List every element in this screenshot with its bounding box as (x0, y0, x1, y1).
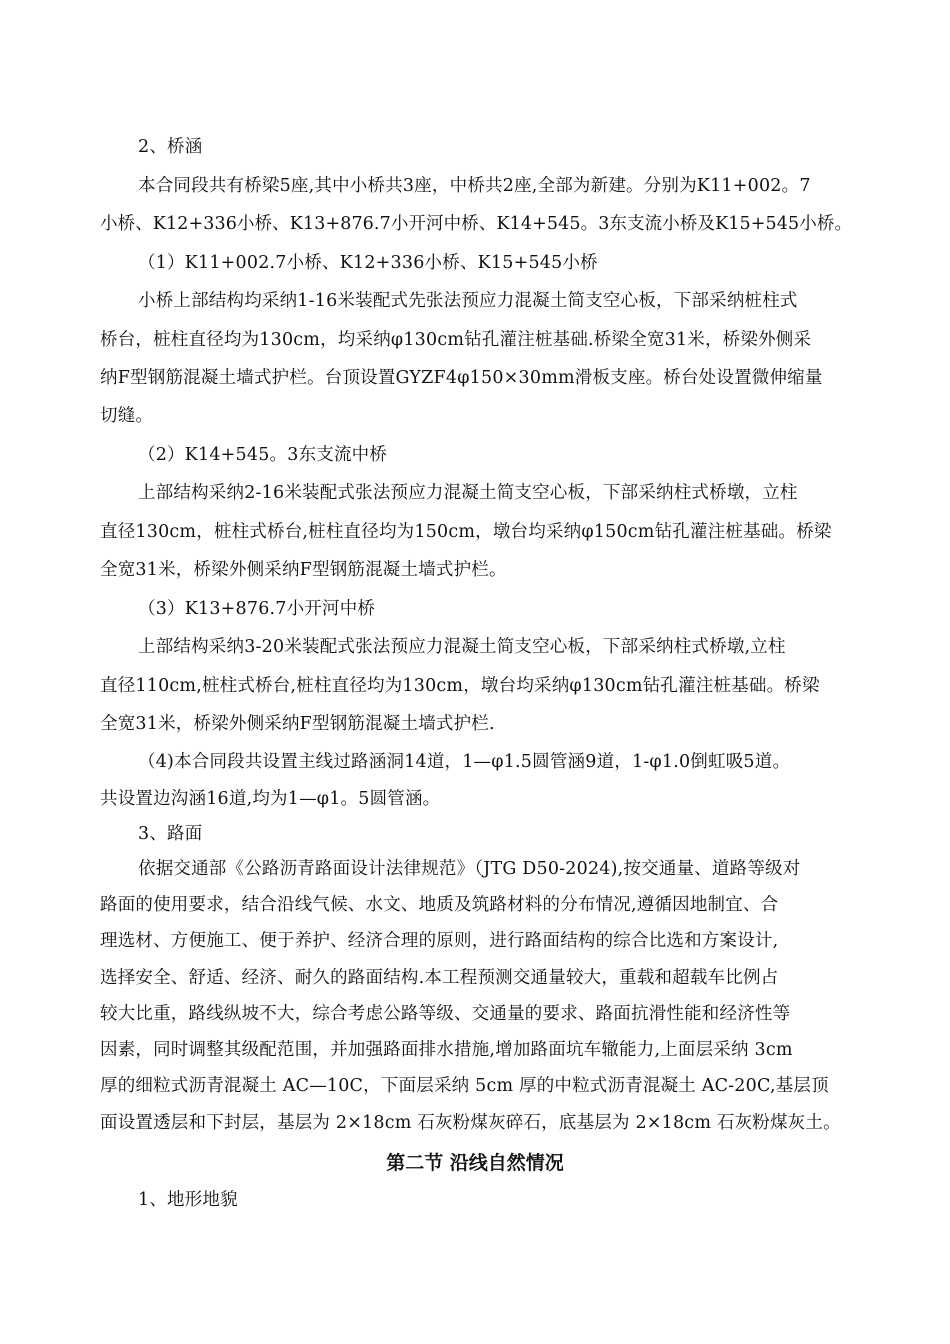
paragraph-line: 厚的细粒式沥青混凝土 AC—10C，下面层采纳 5cm 厚的中粒式沥青混凝土 AC-20C,基层顶 (100, 1076, 829, 1096)
subsection-heading-terrain: 1、地形地貌 (138, 1190, 238, 1210)
paragraph-line: 切缝。 (100, 406, 154, 426)
item-heading: （3）K13+876.7小开河中桥 (138, 599, 376, 619)
paragraph-line: 直径130cm，桩柱式桥台,桩柱直径均为150cm，墩台均采纳φ150cm钻孔灌注桩基础。桥梁 (100, 522, 832, 542)
subsection-heading-pavement: 3、路面 (138, 824, 203, 844)
paragraph-line: 路面的使用要求，结合沿线气候、水文、地质及筑路材料的分布情况,遵循因地制宜、合 (100, 895, 779, 915)
paragraph-line: 因素，同时调整其级配范围，并加强路面排水措施,增加路面坑车辙能力,上面层采纳 3cm (100, 1040, 793, 1060)
paragraph-line: 理选材、方便施工、便于养护、经济合理的原则，进行路面结构的综合比选和方案设计, (100, 931, 779, 951)
paragraph-line: （4)本合同段共设置主线过路涵洞14道，1—φ1.5圆管涵9道，1-φ1.0倒虹吸5道。 (138, 752, 791, 772)
paragraph-line: 小桥、K12+336小桥、K13+876.7小开河中桥、K14+545。3东支流小桥及K15+545小桥。 (100, 214, 853, 234)
paragraph-line: 面设置透层和下封层，基层为 2×18cm 石灰粉煤灰碎石，底基层为 2×18cm 石灰粉煤灰土。 (100, 1113, 841, 1133)
paragraph-line: 小桥上部结构均采纳1-16米装配式先张法预应力混凝土简支空心板，下部采纳桩柱式 (138, 291, 798, 311)
paragraph-line: 全宽31米，桥梁外侧采纳F型钢筋混凝土墙式护栏. (100, 714, 495, 734)
subsection-heading-bridges: 2、桥涵 (138, 137, 203, 157)
section-heading: 第二节 沿线自然情况 (386, 1152, 564, 1174)
paragraph-line: 本合同段共有桥梁5座,其中小桥共3座，中桥共2座,全部为新建。分别为K11+002。7 (138, 176, 811, 196)
paragraph-line: 纳F型钢筋混凝土墙式护栏。台顶设置GYZF4φ150×30mm滑板支座。桥台处设置微伸缩量 (100, 368, 823, 388)
paragraph-line: 全宽31米，桥梁外侧采纳F型钢筋混凝土墙式护栏。 (100, 560, 507, 580)
item-heading: （1）K11+002.7小桥、K12+336小桥、K15+545小桥 (138, 253, 598, 273)
paragraph-line: 选择安全、舒适、经济、耐久的路面结构.本工程预测交通量较大，重载和超载车比例占 (100, 968, 779, 988)
paragraph-line: 直径110cm,桩柱式桥台,桩柱直径均为130cm，墩台均采纳φ130cm钻孔灌注桩基础。桥梁 (100, 676, 820, 696)
paragraph-line: 共设置边沟涵16道,均为1—φ1。5圆管涵。 (100, 789, 441, 809)
paragraph-line: 桥台，桩柱直径均为130cm，均采纳φ130cm钻孔灌注桩基础.桥梁全宽31米，桥梁外侧采 (100, 330, 812, 350)
paragraph-line: 较大比重，路线纵坡不大，综合考虑公路等级、交通量的要求、路面抗滑性能和经济性等 (100, 1004, 791, 1024)
paragraph-line: 依据交通部《公路沥青路面设计法律规范》（JTG D50-2024),按交通量、道路等级对 (138, 859, 801, 879)
paragraph-line: 上部结构采纳2-16米装配式张法预应力混凝土简支空心板，下部采纳柱式桥墩，立柱 (138, 483, 798, 503)
paragraph-line: 上部结构采纳3-20米装配式张法预应力混凝土简支空心板，下部采纳柱式桥墩,立柱 (138, 637, 786, 657)
item-heading: （2）K14+545。3东支流中桥 (138, 445, 388, 465)
